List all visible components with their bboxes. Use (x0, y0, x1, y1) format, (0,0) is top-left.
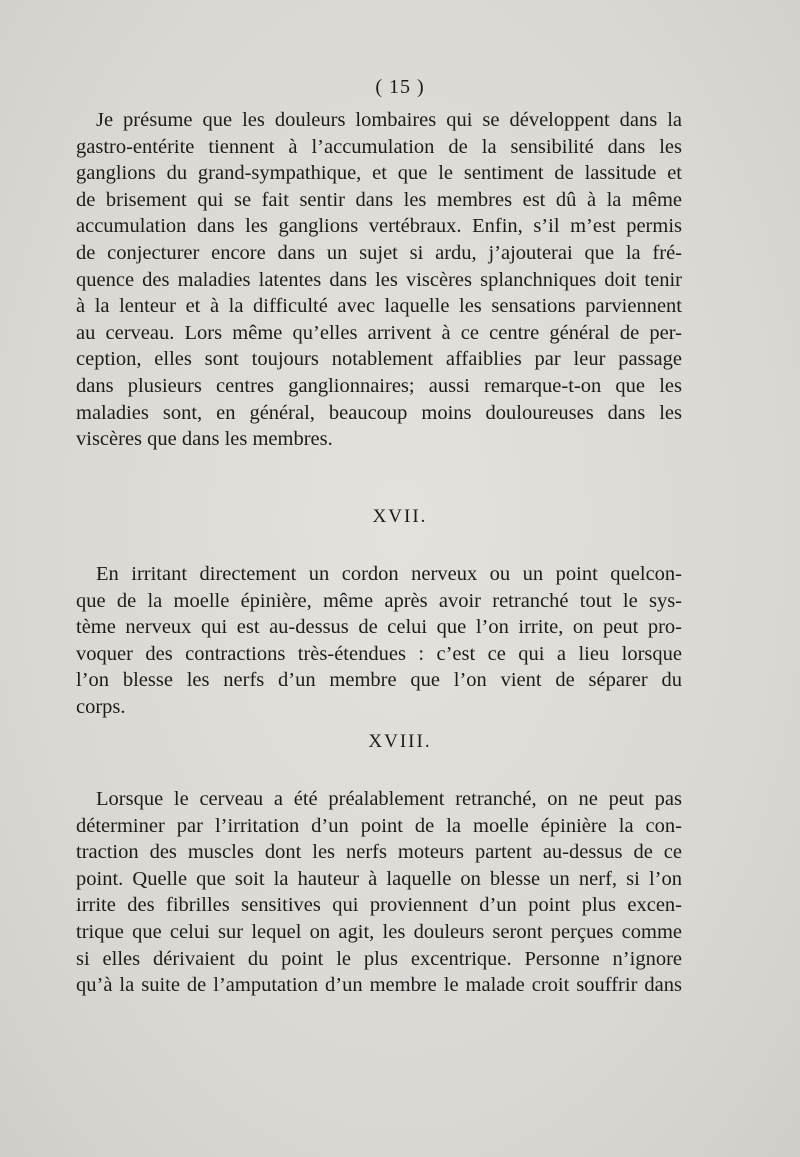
text-line: si elles dérivaient du point le plus excentrique. Personne n’ignore (76, 947, 682, 970)
paragraph-3 (76, 786, 682, 999)
text-line: traction des muscles dont les nerfs moteurs partent au-dessus de ce (76, 841, 682, 864)
text-line: l’on blesse les nerfs d’un membre que l’on vient de séparer du (76, 669, 682, 692)
text-line: Lorsque le cerveau a été préalablement retranché, on ne peut pas (96, 788, 682, 810)
text-line: déterminer par l’irritation d’un point de la moelle épinière la con- (76, 814, 682, 837)
text-line: de brisement qui se fait sentir dans les membres est dû à la même (76, 188, 682, 211)
paragraph-2 (76, 561, 682, 721)
text-line: voquer des contractions très-étendues : c’est ce qui a lieu lorsque (76, 642, 682, 665)
text-line: accumulation dans les ganglions vertébraux. Enfin, s’il m’est permis (76, 215, 682, 238)
text-line: trique que celui sur lequel on agit, les douleurs seront perçues comme (76, 920, 682, 943)
text-line: viscères que dans les membres. (76, 428, 333, 451)
text-line: irrite des fibrilles sensitives qui proviennent d’un point plus excen- (76, 894, 682, 917)
text-line: au cerveau. Lors même qu’elles arrivent à ce centre général de per- (76, 321, 682, 344)
text-line: gastro-entérite tiennent à l’accumulation de la sensibilité dans les (76, 135, 682, 158)
text-line: tème nerveux qui est au-dessus de celui que l’on irrite, on peut pro- (76, 616, 682, 639)
text-line: ganglions du grand-sympathique, et que le sentiment de lassitude et (76, 162, 682, 185)
text-line: corps. (76, 695, 126, 718)
section-heading-xviii: XVIII. (368, 731, 432, 752)
page-number: ( 15 ) (375, 76, 425, 98)
text-line: qu’à la suite de l’amputation d’un membre le malade croit souffrir dans (76, 974, 682, 997)
text-line: que de la moelle épinière, même après avoir retranché tout le sys- (76, 589, 682, 612)
text-line: dans plusieurs centres ganglionnaires; aussi remarque-t-on que les (76, 374, 682, 397)
text-line: de conjecturer encore dans un sujet si ardu, j’ajouterai que la fré- (76, 241, 682, 264)
text-line: ception, elles sont toujours notablement affaiblies par leur passage (76, 348, 682, 371)
paragraph-1 (76, 107, 682, 453)
text-line: point. Quelle que soit la hauteur à laquelle on blesse un nerf, si l’on (76, 867, 682, 890)
text-line: Je présume que les douleurs lombaires qui se développent dans la (96, 109, 682, 131)
section-heading-xvii: XVII. (372, 506, 428, 527)
text-line: maladies sont, en général, beaucoup moins douloureuses dans les (76, 401, 682, 424)
text-line: quence des maladies latentes dans les viscères splanchniques doit tenir (76, 268, 682, 291)
text-line: En irritant directement un cordon nerveux ou un point quelcon- (96, 563, 682, 585)
text-line: à la lenteur et à la difficulté avec laquelle les sensations parviennent (76, 295, 682, 318)
